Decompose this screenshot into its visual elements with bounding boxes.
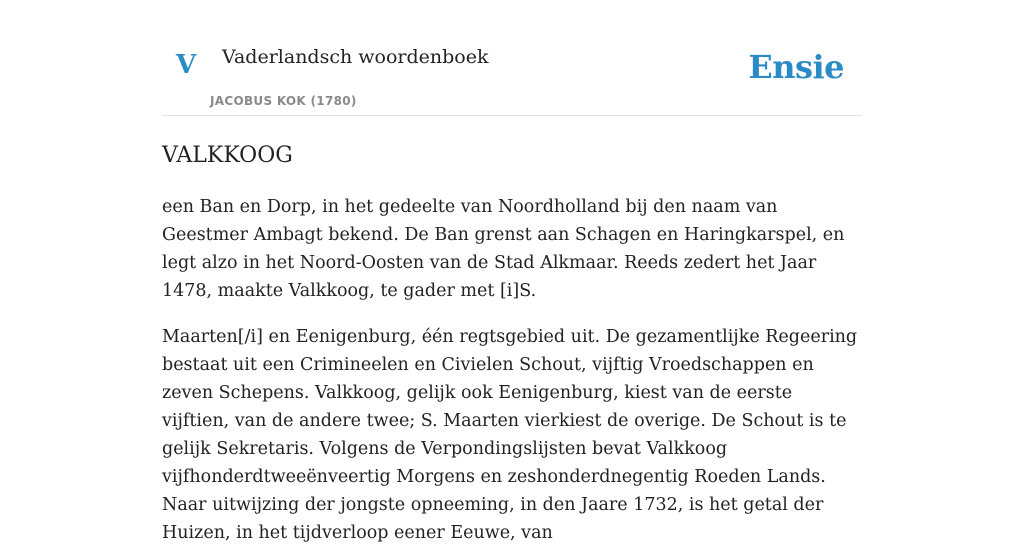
dictionary-header <box>162 0 862 116</box>
letter-badge[interactable]: V <box>176 50 197 80</box>
entry-body <box>162 193 862 547</box>
content-column <box>162 0 862 547</box>
entry-paragraph: een Ban en Dorp, in het gedeelte van Noordholland bij den naam van Geestmer Ambagt bekend. De Ban grenst aan Schagen en Haringkarspel, en legt alzo in het Noord-Oosten van de Stad Alkmaar. Reeds zedert het Jaar 1478, maakte Valkkoog, te gader met [i]S. <box>162 196 845 301</box>
book-title[interactable]: Vaderlandsch woordenboek <box>222 46 489 68</box>
entry-title: VALKKOOG <box>162 143 293 168</box>
book-author: JACOBUS KOK (1780) <box>210 94 357 108</box>
entry-paragraph: Maarten[/i] en Eenigenburg, één regtsgebied uit. De gezamentlijke Regeering bestaat uit een Crimineelen en Civielen Schout, vijftig Vroedschappen en zeven Schepens. Valkkoog, gelijk ook Eenigenburg, kiest van de eerste vijftien, van de andere twee; S. Maarten vierkiest de overige. De Schout is te gelijk Sekretaris. Volgens de Verpondingslijsten bevat Valkkoog vijfhonderdtweeënveertig Morgens en zeshonderdnegentig Roeden Lands. Naar uitwijzing der jongste opneeming, in den Jaare 1732, is het getal der Huizen, in het tijdverloop eener Eeuwe, van <box>162 326 858 543</box>
ensie-logo[interactable]: Ensie <box>748 48 844 86</box>
